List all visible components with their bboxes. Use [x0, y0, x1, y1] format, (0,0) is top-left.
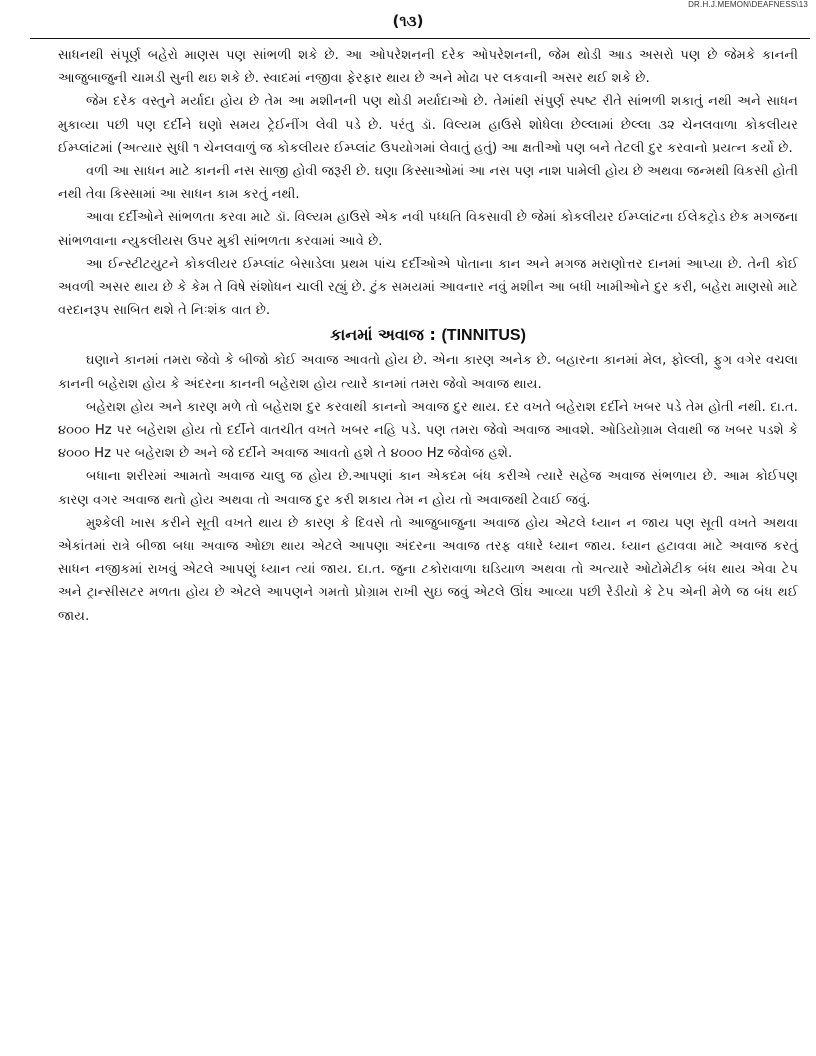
- paragraph-limitations: જેમ દરેક વસ્તુને મર્યાદા હોય છે તેમ આ મશીનની પણ થોડી મર્યાદાઓ છે. તેમાંથી સંપુર્ણ સ્પષ્ટ રીતે સાંભળી શકાતું નથી અને સાધન મુકાવ્યા પછી પણ દર્દીને ઘણો સમય ટ્રેઈનીંગ લેવી પડે છે. પરંતુ ડૉ. વિલ્યમ હાઉસે શોધેલા છેલ્લામાં છેલ્લા ૩૨ ચેનલવાળા કોકલીયર ઈમ્પ્લાંટમાં (અત્યાર સુધી ૧ ચેનલવાળું જ કોકલીયર ઈમ્પ્લાંટ ઉપયોગમાં લેવાતું હતું) આ ક્ષતીઓ પણ બને તેટલી દુર કરવાનો પ્રયત્ન કર્યો છે.: [58, 94, 798, 156]
- paragraph-sleep-advice: મુશ્કેલી ખાસ કરીને સૂતી વખતે થાય છે કારણ કે દિવસે તો આજુબાજુના અવાજ હોય એટલે ધ્યાન ન જાય પણ સૂતી વખતે અથવા એકાંતમાં રાત્રે બીજા બધા અવાજ ઓછા થાય એટલે આપણા અંદરના અવાજ તરફ વધારે ધ્યાન જાય. ધ્યાન હટાવવા માટે અવાજ કરતું સાધન નજીકમાં રાખવું એટલે આપણું ધ્યાન ત્યાં જાય. દા.ત. જુના ટકોરાવાળા ઘડિયાળ અથવા તો અત્યારે ઓટોમેટીક બંધ થાય એવા ટેપ અને ટ્રાન્સીસટર મળતા હોય છે એટલે આપણને ગમતો પ્રોગ્રામ રાખી સુઇ જવું એટલે ઊંઘ આવ્યા પછી રેડીયો કે ટેપ એની મેળે જ બંધ થઈ જાય.: [58, 515, 798, 624]
- paragraph-nerve-requirement: વળી આ સાધન માટે કાનની નસ સાજી હોવી જરૂરી છે. ઘણા કિસ્સાઓમાં આ નસ પણ નાશ પામેલી હોય છે અથવા જન્મથી વિકસી હોતી નથી તેવા કિસ્સામાં આ સાધન કામ કરતું નથી.: [58, 164, 798, 203]
- section-heading-tinnitus: [58, 322, 798, 349]
- paragraph-body-noise: બધાના શરીરમાં આમતો અવાજ ચાલુ જ હોય છે.આપણાં કાન એકદમ બંધ કરીએ ત્યારે સહેજ અવાજ સંભળાય છે. આમ કોઈપણ કારણ વગર અવાજ થતો હોય અથવા તો અવાજ દુર કરી શકાય તેમ ન હોય તો અવાજથી ટેવાઈ જવું.: [58, 469, 798, 508]
- document-body: [58, 44, 798, 628]
- paragraph-continuation: સાધનથી સંપૂર્ણ બહેરો માણસ પણ સાંભળી શકે છે. આ ઓપરેશનની દરેક ઓપરેશનની, જેમ થોડી આડ અસરો પણ છે જેમકે કાનની આજુબાજુની ચામડી સુની થઇ શકે છે. સ્વાદમાં નજીવા ફેરફાર થાય છે અને મોઢા પર લકવાની અસર થઈ શકે છે.: [58, 48, 798, 87]
- section-heading-english: (TINNITUS): [441, 327, 526, 345]
- paragraph-tinnitus-causes: ઘણાને કાનમાં તમરા જેવો કે બીજો કોઈ અવાજ આવતો હોય છે. એના કારણ અનેક છે. બહારના કાનમાં મેલ, ફોલ્લી, ફુગ વગેર વચલા કાનની બહેરાશ હોય કે અંદરના કાનની બહેરાશ હોય ત્યારે કાનમાં તમરા જેવો અવાજ થાય.: [58, 353, 798, 392]
- paragraph-hearing-loss: બહેરાશ હોય અને કારણ મળે તો બહેરાશ દુર કરવાથી કાનનો અવાજ દુર થાય. દર વખતે બહેરાશ દર્દીને ખબર પડે તેમ હોતી નથી. દા.ત. ૪૦૦૦ Hz પર બહેરાશ હોય તો દર્દીને વાતચીત વખતે ખબર નહિ પડે. પણ તમરા જેવો અવાજ આવશે. ઓડિયોગ્રામ લેવાથી જ ખબર પડશે કે ૪૦૦૦ Hz પર બહેરાશ છે અને જે દર્દીને અવાજ આવતો હશે તે ૪૦૦૦ Hz જેવોજ હશે.: [58, 399, 798, 462]
- paragraph-new-method: આવા દર્દીઓને સાંભળતા કરવા માટે ડૉ. વિલ્યમ હાઉસે એક નવી પધ્ધતિ વિકસાવી છે જેમાં કોકલીયર ઈમ્પ્લાંટના ઈલેકટ્રોડ છેક મગજના સાંભળવાના ન્યુકલીયસ ઉપર મુકી સાંભળતા કરવામાં આવે છે.: [58, 210, 798, 249]
- section-heading-gujarati: કાનમાં અવાજ :: [330, 325, 442, 345]
- page-number: (૧૩): [392, 12, 424, 30]
- paragraph-donation: આ ઈન્સ્ટીટયુટને કોકલીયર ઈમ્પ્લાંટ બેસાડેલા પ્રથમ પાંચ દર્દીઓએ પોતાના કાન અને મગજ મરાણોત્તર દાનમાં આપ્યા છે. તેની કોઈ અવળી અસર થાય છે કે કેમ તે વિષે સંશોધન ચાલી રહ્યું છે. ટુંક સમયમાં આવનાર નવું મશીન આ બધી ખામીઓને દુર કરી, બહેરા માણસો માટે વરદાનરૂપ સાબિત થશે તે નિઃશંક વાત છે.: [58, 256, 798, 319]
- document-reference: DR.H.J.MEMON\DEAFNESS\13: [688, 0, 808, 9]
- header-rule: [30, 38, 810, 39]
